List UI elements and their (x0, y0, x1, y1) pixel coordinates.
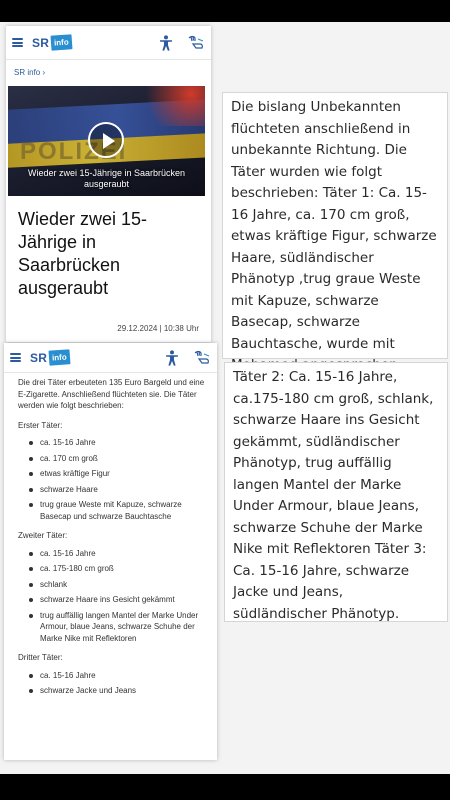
suspect-list (18, 670, 209, 697)
breadcrumb[interactable]: SR info › (14, 68, 46, 77)
list-item: ca. 15-16 Jahre (18, 437, 209, 449)
menu-icon[interactable] (10, 353, 21, 362)
sign-language-icon[interactable] (193, 350, 211, 366)
suspect-heading: Zweiter Täter: (18, 531, 68, 540)
suspect-list (18, 548, 209, 645)
logo-sr-text: SR (32, 35, 50, 50)
logo-info-badge: info (49, 349, 71, 365)
accessibility-person-icon[interactable] (159, 35, 173, 51)
collage-canvas (0, 22, 450, 774)
list-item: ca. 15-16 Jahre (18, 670, 209, 682)
list-item: trug auffällig langen Mantel der Marke Under Armour, blaue Jeans, schwarze Schuhe der Marke Nike mit Reflektoren (18, 610, 209, 645)
list-item: ca. 170 cm groß (18, 453, 209, 465)
police-report-text-1: Die bislang Unbekannten flüchteten anschließend in unbekannte Richtung. Die Täter wurden wie folgt beschrieben: Täter 1: Ca. 15-16 Jahre, ca. 170 cm groß, etwas kräftige Figur, schwarze Haare, südländischer Phänotyp ,trug graue Weste mit Kapuze, schwarze Basecap, schwarze Bauchtasche, wurde mit (222, 92, 448, 359)
sign-language-icon[interactable] (187, 35, 205, 51)
logo-sr-text: SR (30, 350, 48, 365)
sr-info-logo[interactable] (30, 350, 70, 365)
app-header-2 (4, 343, 217, 373)
list-item: etwas kräftige Figur (18, 468, 209, 480)
list-item: trug graue Weste mit Kapuze, schwarze Basecap und schwarze Bauchtasche (18, 499, 209, 522)
police-light-glow (135, 86, 205, 126)
police-report-text-2: Täter 2: Ca. 15-16 Jahre, ca.175-180 cm groß, schlank, schwarze Haare ins Gesicht gekämmt, südländischer Phänotyp, trug auffällig langen Mantel der Marke Under Armour, blaue Jeans, schwarze Schuhe der Marke Nike mit Reflektoren Täter 3: Ca. 15-16 Jahre, schwarze Jacke und Jeans, südländischer Phänotyp. (224, 362, 448, 622)
play-button-icon[interactable] (88, 122, 124, 158)
suspect-heading: Dritter Täter: (18, 653, 63, 662)
list-item: ca. 15-16 Jahre (18, 548, 209, 560)
menu-icon[interactable] (12, 38, 23, 47)
video-caption: Wieder zwei 15-Jährige in Saarbrücken ausgeraubt (27, 168, 186, 189)
list-item: schwarze Jacke und Jeans (18, 685, 209, 697)
accessibility-person-icon[interactable] (165, 350, 179, 366)
article-screenshot-body (4, 343, 217, 760)
video-thumbnail[interactable] (8, 86, 205, 196)
article-headline: Wieder zwei 15-Jährige in Saarbrücken ausgeraubt (18, 209, 148, 298)
logo-info-badge: info (51, 34, 73, 50)
suspect-list (18, 437, 209, 522)
list-item: schwarze Haare (18, 484, 209, 496)
list-item: ca. 175-180 cm groß (18, 563, 209, 575)
suspect-heading: Erster Täter: (18, 420, 63, 430)
police-car-lettering: POLIZEI (20, 138, 128, 165)
list-item: schlank (18, 579, 209, 591)
article-intro: Die drei Täter erbeuteten 135 Euro Bargeld und eine E-Zigarette. Anschließend flüchteten sie. Die Täter werden wie folgt beschrieben: (18, 378, 205, 410)
app-header (6, 26, 211, 60)
sr-info-logo[interactable] (32, 35, 72, 50)
article-body (4, 373, 217, 697)
list-item: schwarze Haare ins Gesicht gekämmt (18, 594, 209, 606)
article-screenshot-top (6, 26, 211, 342)
article-date: 29.12.2024 | 10:38 Uhr (117, 324, 199, 333)
